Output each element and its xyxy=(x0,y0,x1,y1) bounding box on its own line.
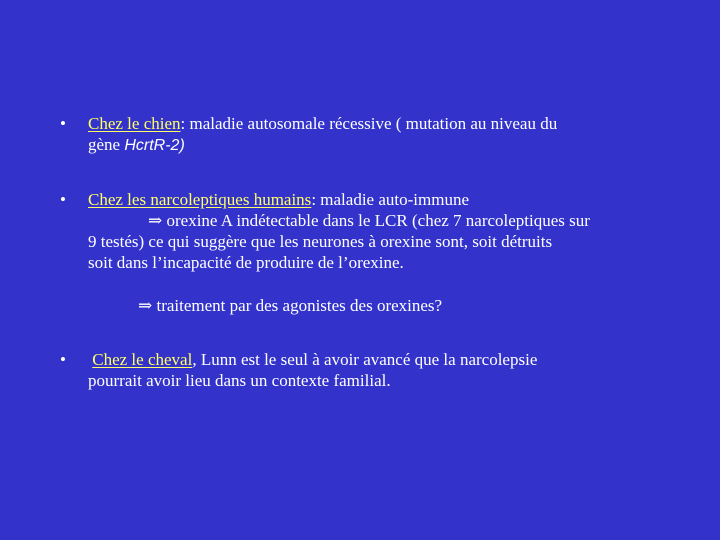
bullet-human-line-1 xyxy=(88,189,590,210)
bullet-marker: • xyxy=(60,350,66,369)
human-text-3: 9 testés) ce qui suggère que les neurones à orexine sont, soit détruits xyxy=(88,232,553,251)
bullet-horse-line-1 xyxy=(88,349,537,370)
bullet-dog-line-2 xyxy=(88,134,557,156)
bullet-marker: • xyxy=(60,114,66,133)
treatment-line xyxy=(138,295,442,316)
highlight-horse: Chez le cheval xyxy=(92,350,193,369)
human-text-2: ⇒ orexine A indétectable dans le LCR (chez 7 narcoleptiques sur xyxy=(148,211,590,230)
bullet-dog-line-1 xyxy=(88,113,557,134)
dog-text-1: : maladie autosomale récessive ( mutation au niveau du xyxy=(180,114,558,133)
human-text-1: : maladie auto-immune xyxy=(311,190,469,209)
horse-text-2: pourrait avoir lieu dans un contexte familial. xyxy=(88,371,391,390)
bullet-horse xyxy=(88,349,537,391)
treatment-text: ⇒ traitement par des agonistes des orexines? xyxy=(138,296,443,315)
highlight-human: Chez les narcoleptiques humains xyxy=(88,190,312,209)
horse-text-1: , Lunn est le seul à avoir avancé que la narcolepsie xyxy=(192,350,538,369)
bullet-marker: • xyxy=(60,190,66,209)
highlight-dog: Chez le chien xyxy=(88,114,181,133)
bullet-human xyxy=(88,189,590,273)
dog-text-2a: gène xyxy=(88,135,125,154)
human-text-4: soit dans l’incapacité de produire de l’orexine. xyxy=(88,253,404,272)
bullet-dog xyxy=(88,113,557,156)
gene-name: HcrtR-2) xyxy=(124,137,185,154)
